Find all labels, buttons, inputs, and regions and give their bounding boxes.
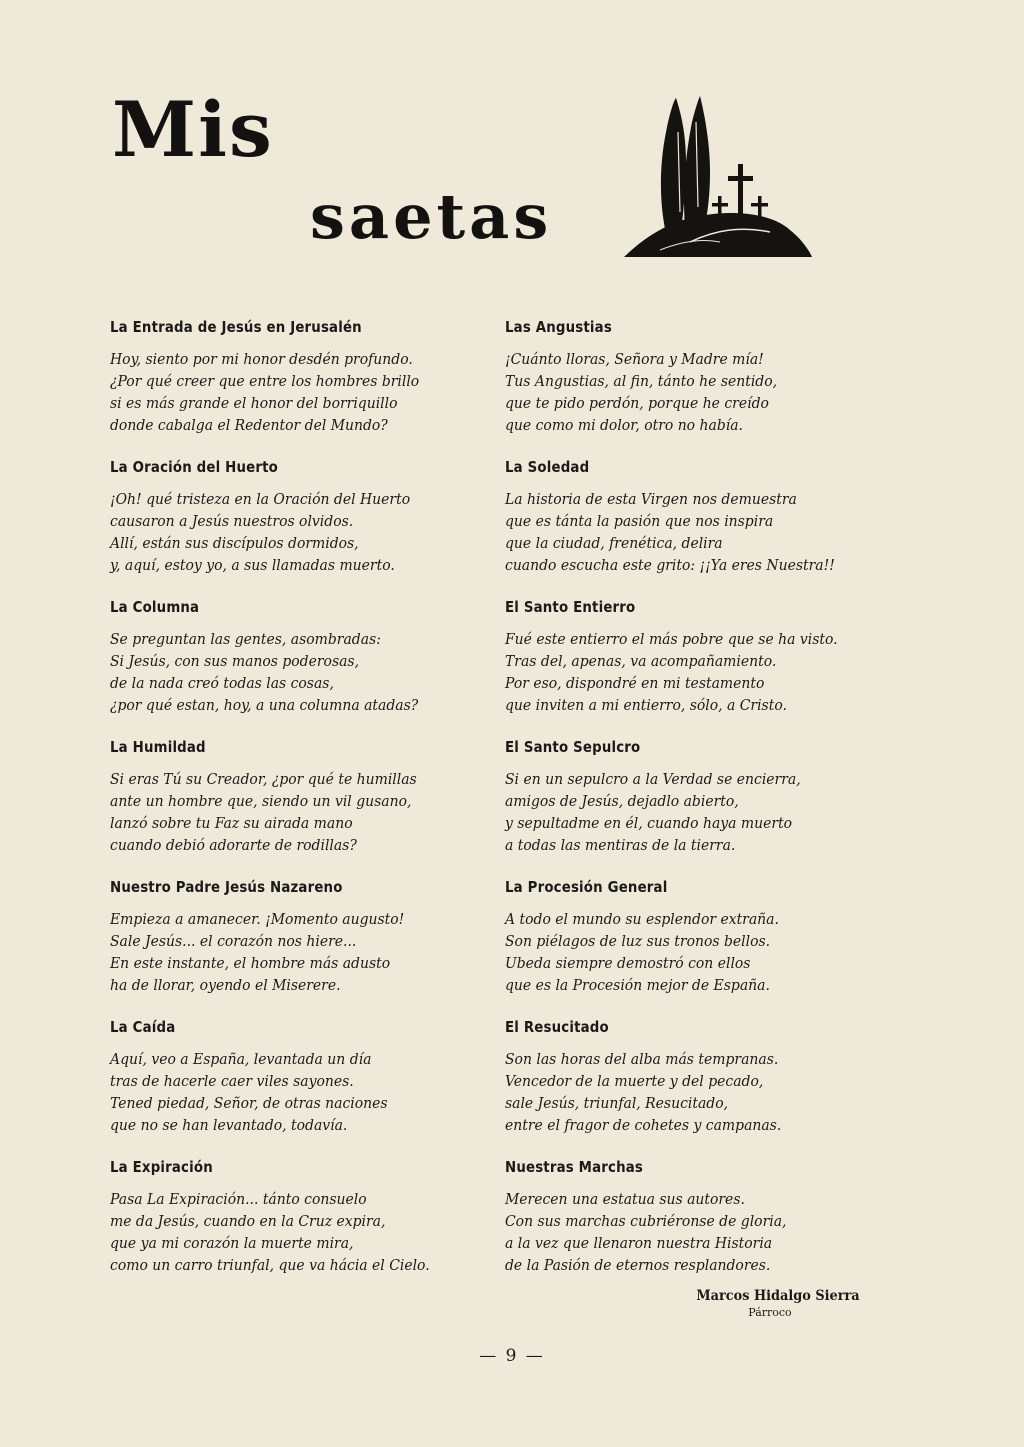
saeta — [505, 1018, 865, 1136]
verse-line: ante un hombre que, siendo un vil gusano, — [110, 792, 412, 810]
verse-line: Si Jesús, con sus manos poderosas, — [110, 652, 360, 670]
verse-line: de la Pasión de eternos resplandores. — [505, 1256, 771, 1274]
saeta — [505, 598, 865, 716]
saeta-title: La Soledad — [505, 458, 590, 476]
verse-line: La historia de esta Virgen nos demuestra — [505, 490, 797, 508]
verse-line: ¿Por qué creer que entre los hombres brillo — [110, 372, 420, 390]
signature — [690, 1288, 860, 1319]
saeta-title: La Expiración — [110, 1158, 213, 1176]
saeta — [110, 458, 450, 576]
verse-line: Aquí, veo a España, levantada un día — [110, 1050, 372, 1068]
saeta-title: El Santo Sepulcro — [505, 738, 641, 756]
saeta — [110, 1018, 450, 1136]
verse-line: que te pido perdón, porque he creído — [505, 394, 769, 412]
title-mis: Mis — [112, 85, 274, 174]
verse-line: a la vez que llenaron nuestra Historia — [505, 1234, 773, 1252]
saeta — [505, 318, 865, 436]
saeta-title: La Caída — [110, 1018, 176, 1036]
saeta — [505, 878, 865, 996]
verse-line: que ya mi corazón la muerte mira, — [110, 1234, 354, 1252]
saeta — [110, 1158, 450, 1276]
verse-line: como un carro triunfal, que va hácia el Cielo. — [110, 1256, 430, 1274]
saeta — [505, 738, 865, 856]
author-name: Marcos Hidalgo Sierra — [696, 1288, 860, 1304]
saeta-title: La Columna — [110, 598, 200, 616]
verse-line: ¿por qué estan, hoy, a una columna atadas? — [110, 696, 419, 714]
verse-line: Con sus marchas cubriéronse de gloria, — [505, 1212, 787, 1230]
verse-line: Fué este entierro el más pobre que se ha visto. — [505, 630, 838, 648]
verse-line: Pasa La Expiración... tánto consuelo — [110, 1190, 367, 1208]
verse-line: que no se han levantado, todavía. — [110, 1116, 348, 1134]
saeta-title: La Procesión General — [505, 878, 668, 896]
verse-line: ha de llorar, oyendo el Miserere. — [110, 976, 341, 994]
left-column — [110, 318, 450, 1298]
verse-line: Merecen una estatua sus autores. — [505, 1190, 745, 1208]
verse-line: Si en un sepulcro a la Verdad se encierra, — [505, 770, 801, 788]
page-number: — 9 — — [479, 1346, 545, 1366]
saeta-title: Nuestro Padre Jesús Nazareno — [110, 878, 343, 896]
saeta-title: El Resucitado — [505, 1018, 609, 1036]
saeta-title: La Humildad — [110, 738, 206, 756]
verse-line: de la nada creó todas las cosas, — [110, 674, 334, 692]
verse-line: Hoy, siento por mi honor desdén profundo. — [110, 350, 413, 368]
verse-line: Allí, están sus discípulos dormidos, — [110, 534, 359, 552]
verse-line: Si eras Tú su Creador, ¿por qué te humillas — [110, 770, 417, 788]
verse-line: cuando debió adorarte de rodillas? — [110, 836, 357, 854]
saeta — [110, 318, 450, 436]
verse-line: me da Jesús, cuando en la Cruz expira, — [110, 1212, 386, 1230]
title-saetas: saetas — [310, 180, 553, 253]
verse-line: Se preguntan las gentes, asombradas: — [110, 630, 381, 648]
verse-line: que inviten a mi entierro, sólo, a Cristo. — [505, 696, 787, 714]
verse-line: tras de hacerle caer viles sayones. — [110, 1072, 354, 1090]
verse-line: que es tánta la pasión que nos inspira — [505, 512, 774, 530]
verse-line: Tus Angustias, al fin, tánto he sentido, — [505, 372, 778, 390]
verse-line: Empieza a amanecer. ¡Momento augusto! — [110, 910, 405, 928]
verse-line: que como mi dolor, otro no había. — [505, 416, 743, 434]
verse-line: cuando escucha este grito: ¡¡Ya eres Nuestra!! — [505, 556, 835, 574]
verse-line: Son piélagos de luz sus tronos bellos. — [505, 932, 771, 950]
verse-line: Vencedor de la muerte y del pecado, — [505, 1072, 764, 1090]
verse-line: y sepultadme en él, cuando haya muerto — [505, 814, 793, 832]
verse-line: donde cabalga el Redentor del Mundo? — [110, 416, 388, 434]
verse-line: entre el fragor de cohetes y campanas. — [505, 1116, 782, 1134]
verse-line: sale Jesús, triunfal, Resucitado, — [505, 1094, 729, 1112]
verse-line: Tened piedad, Señor, de otras naciones — [110, 1094, 388, 1112]
saeta-title: Las Angustias — [505, 318, 612, 336]
saeta — [505, 458, 865, 576]
verse-line: En este instante, el hombre más adusto — [110, 954, 391, 972]
verse-line: lanzó sobre tu Faz su airada mano — [110, 814, 353, 832]
saeta — [110, 878, 450, 996]
verse-line: a todas las mentiras de la tierra. — [505, 836, 736, 854]
verse-line: Ubeda siempre demostró con ellos — [505, 954, 751, 972]
verse-line: Sale Jesús... el corazón nos hiere... — [110, 932, 357, 950]
verse-line: A todo el mundo su esplendor extraña. — [505, 910, 779, 928]
saeta-title: Nuestras Marchas — [505, 1158, 644, 1176]
verse-line: ¡Oh! qué tristeza en la Oración del Huerto — [110, 490, 411, 508]
cypress-calvary-illustration — [620, 92, 815, 262]
verse-line: Por eso, dispondré en mi testamento — [505, 674, 765, 692]
verse-line: si es más grande el honor del borriquillo — [110, 394, 398, 412]
saeta-title: La Oración del Huerto — [110, 458, 278, 476]
right-column — [505, 318, 865, 1298]
verse-line: Son las horas del alba más tempranas. — [505, 1050, 779, 1068]
saeta-title: La Entrada de Jesús en Jerusalén — [110, 318, 362, 336]
saeta — [110, 738, 450, 856]
verse-line: y, aquí, estoy yo, a sus llamadas muerto. — [110, 556, 395, 574]
saeta — [505, 1158, 865, 1276]
verse-line: Tras del, apenas, va acompañamiento. — [505, 652, 777, 670]
verse-line: que la ciudad, frenética, delira — [505, 534, 723, 552]
author-role: Párroco — [748, 1306, 792, 1319]
verse-line: que es la Procesión mejor de España. — [505, 976, 770, 994]
saeta-title: El Santo Entierro — [505, 598, 636, 616]
verse-line: causaron a Jesús nuestros olvidos. — [110, 512, 354, 530]
verse-line: ¡Cuánto lloras, Señora y Madre mía! — [505, 350, 764, 368]
saeta — [110, 598, 450, 716]
verse-line: amigos de Jesús, dejadlo abierto, — [505, 792, 739, 810]
